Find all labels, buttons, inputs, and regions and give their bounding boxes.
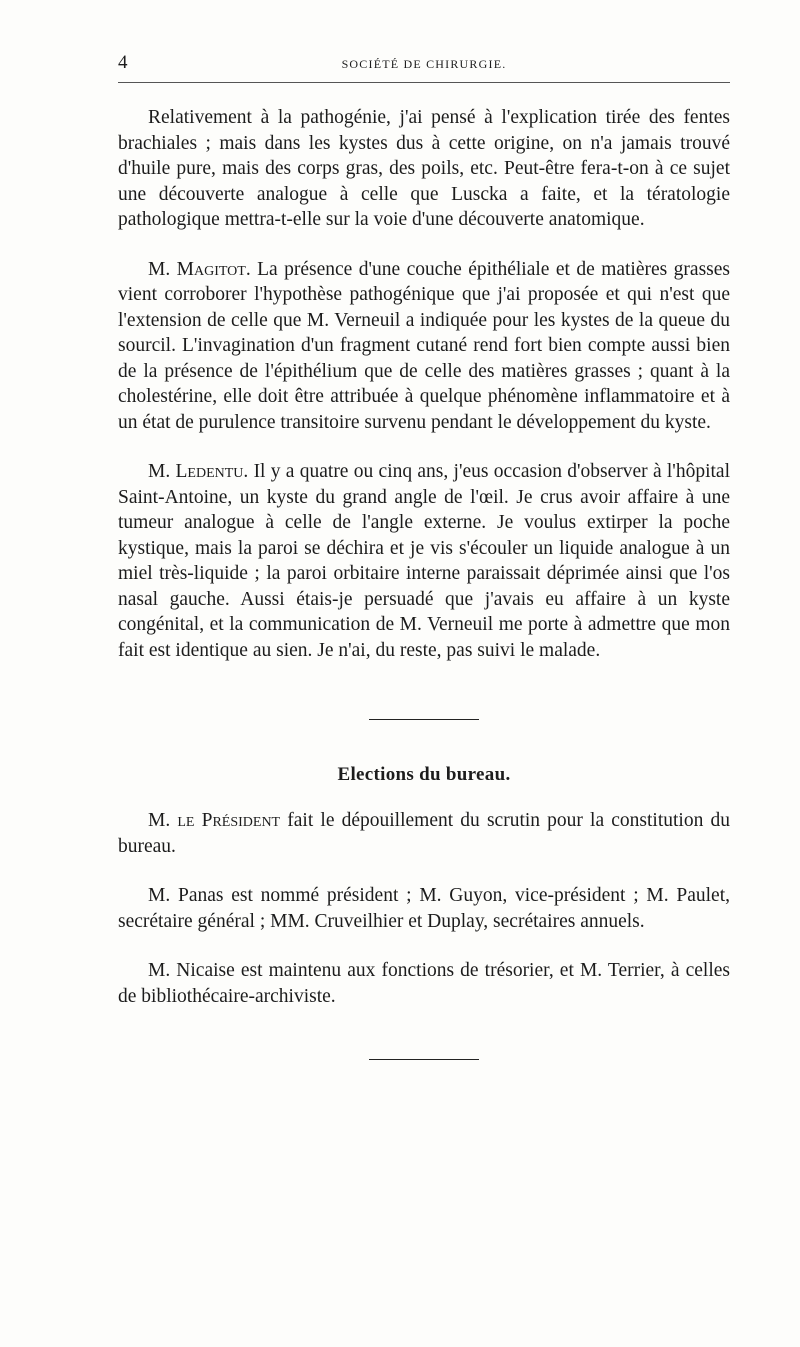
- paragraph-tresorier: M. Nicaise est maintenu aux fonctions de trésorier, et M. Terrier, à celles de bibliothécaire-archiviste.: [118, 960, 730, 1007]
- running-head: [118, 52, 730, 78]
- end-separator: [369, 1059, 479, 1060]
- speaker-ledentu: M. Ledentu.: [148, 461, 249, 482]
- paragraph-magitot: [118, 257, 730, 436]
- section-separator: [369, 719, 479, 720]
- paragraph-nominations: M. Panas est nommé président ; M. Guyon, vice-président ; M. Paulet, secrétaire général ; MM. Cruveilhier et Duplay, secrétaires annuels.: [118, 885, 730, 932]
- president-text: fait le dépouillement du scrutin pour la constitution du bureau.: [118, 810, 730, 857]
- speaker-magitot: M. Magitot.: [148, 258, 251, 280]
- paragraph-pathogenie: Relativement à la pathogénie, j'ai pensé à l'explication tirée des fentes brachiales ; mais dans les kystes dus à cette origine, on n'a jamais trouvé d'huile pure, mais des corps gras, des poils, etc. Peut-être fera-t-on à ce sujet une découverte analogue à celle que Luscka a faite, et la tératologie pathologique mettra-t-elle sur la voie d'une découverte anatomique.: [118, 107, 730, 230]
- section-title: Elections du bureau.: [337, 764, 511, 785]
- magitot-text: La présence d'une couche épithéliale et de matières grasses vient corroborer l'hypothèse pathogénique que j'ai proposée et qui n'est que l'extension de celle que M. Verneuil a indiquée pour les kystes de la queue du sourcil. L'invagination d'un fragment cutané rend fort bien compte aussi bien de la présence de l'épithélium que de celle des matières grasses ; quant à la cholestérine, elle doit être attribuée à quelque phénomène inflammatoire et à un état de purulence transitoire survenu pendant le développement du kyste.: [118, 258, 730, 433]
- header-rule: [118, 82, 730, 83]
- paragraph-president: [118, 808, 730, 859]
- running-title: SOCIÉTÉ DE CHIRURGIE.: [341, 57, 507, 71]
- ledentu-text: Il y a quatre ou cinq ans, j'eus occasion d'observer à l'hôpital Saint-Antoine, un kyste du grand angle de l'œil. Je crus avoir affaire à une tumeur analogue à celle de l'angle externe. Je voulus extirper la poche kystique, mais la paroi se déchira et je vis s'écouler un liquide analogue à un miel très-liquide ; la paroi orbitaire interne paraissait déprimée ainsi que l'os nasal gauche. Aussi étais-je persuadé que j'avais eu affaire à un kyste congénital, et la communication de M. Verneuil me porte à admettre que mon fait est identique au sien. Je n'ai, du reste, pas suivi le malade.: [118, 461, 730, 661]
- speaker-president: M. le Président: [148, 810, 281, 831]
- page-number: 4: [118, 52, 128, 73]
- book-page: [118, 52, 730, 1060]
- paragraph-ledentu: [118, 459, 730, 663]
